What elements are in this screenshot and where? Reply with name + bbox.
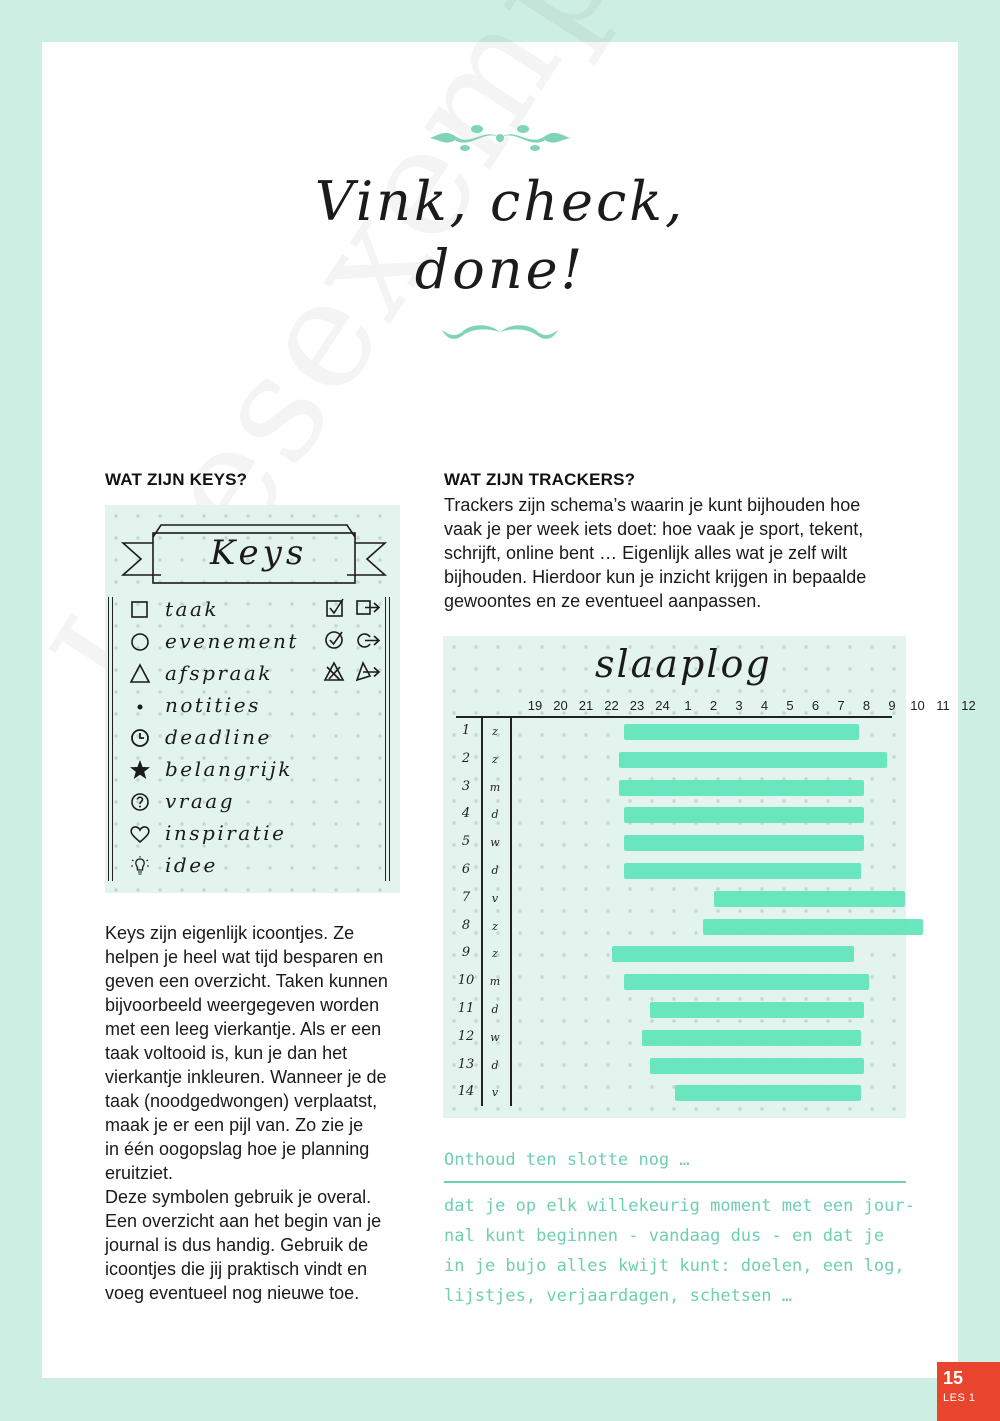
hour-label: 6 (811, 698, 820, 713)
row-day: w (490, 1030, 500, 1044)
row-number: 3 (461, 778, 471, 794)
tracker-col-line-1 (481, 716, 483, 1106)
dot-icon (129, 695, 151, 717)
keys-body-line: voeg eventueel nog nieuwe toe. (105, 1283, 360, 1303)
key-row-vraag (105, 789, 405, 819)
remember-body-line: dat je op elk willekeurig moment met een jour- (444, 1196, 915, 1216)
sleep-bar (624, 835, 864, 851)
row-day: v (491, 891, 499, 905)
key-label: taak (165, 597, 220, 621)
row-number: 5 (461, 834, 471, 850)
row-number: 2 (461, 750, 471, 766)
sleep-bar (624, 863, 861, 879)
keys-body-line: Deze symbolen gebruik je overal. (105, 1187, 372, 1207)
keys-body-line: taak voltooid is, kun je dan het (105, 1043, 348, 1063)
row-day: d (491, 808, 499, 822)
key-label: notities (165, 693, 261, 717)
hour-label: 9 (888, 698, 896, 713)
keys-body-line: maak je er een pijl van. Zo zie je (105, 1115, 364, 1135)
hour-label: 21 (578, 698, 594, 713)
key-row-deadline (105, 725, 405, 755)
sleep-bar (675, 1085, 861, 1101)
sleep-bar (650, 1058, 864, 1074)
row-number: 9 (461, 945, 471, 961)
top-ornament-icon (425, 118, 575, 158)
keys-body-line: journal is dus handig. Gebruik de (105, 1235, 369, 1255)
hour-label: 19 (527, 698, 543, 713)
page-title-line1: Vink, check, (314, 170, 686, 233)
trackers-body-line: gewoontes en ze eventueel aanpassen. (444, 591, 762, 611)
key-label: vraag (165, 789, 236, 813)
remember-divider (444, 1181, 906, 1183)
keys-body-line: met een leeg vierkantje. Als er een (105, 1019, 382, 1039)
sleep-bar (714, 891, 905, 907)
task-variants-icon (323, 597, 381, 693)
hour-label: 3 (735, 698, 743, 713)
sleep-bar (624, 807, 864, 823)
key-label: deadline (165, 725, 272, 749)
row-day: d (491, 1058, 499, 1072)
remember-body-line: lijstjes, verjaardagen, schetsen … (444, 1286, 792, 1306)
page-number-tab (937, 1362, 1000, 1421)
hour-label: 23 (629, 698, 645, 713)
row-number: 10 (457, 973, 475, 989)
row-day: w (490, 836, 500, 850)
hour-label: 5 (786, 698, 794, 713)
row-number: 12 (457, 1028, 475, 1044)
lightbulb-icon (129, 855, 151, 877)
hour-label: 10 (910, 698, 925, 713)
keys-body-line: taak (noodgedwongen) verplaatst, (105, 1091, 378, 1111)
page-title-line2: done! (414, 238, 586, 301)
hour-label: 24 (655, 698, 670, 713)
sleep-tracker-title: slaaplog (595, 642, 772, 686)
key-label: afspraak (165, 661, 273, 685)
keys-body-line: helpen je heel wat tijd besparen en (105, 947, 384, 967)
row-day: z (492, 947, 498, 961)
heart-icon (129, 823, 151, 845)
row-day: z (492, 919, 498, 933)
row-day: m (489, 780, 501, 794)
lesson-label: LES 1 (943, 1392, 976, 1404)
hour-label: 22 (604, 698, 619, 713)
trackers-body-line: bijhouden. Hierdoor kun je inzicht krijgen in bepaalde (444, 567, 867, 587)
square-icon (129, 599, 151, 621)
hour-label: 12 (961, 698, 976, 713)
remember-heading: Onthoud ten slotte nog … (444, 1150, 690, 1170)
trackers-heading: WAT ZIJN TRACKERS? (444, 470, 636, 489)
tracker-col-line-2 (510, 716, 512, 1106)
row-number: 1 (461, 723, 471, 738)
keys-body-line: Een overzicht aan het begin van je (105, 1211, 382, 1231)
hour-label: 4 (760, 698, 769, 713)
row-number: 13 (457, 1056, 475, 1072)
sleep-bar (650, 1002, 864, 1018)
hour-label: 2 (709, 698, 718, 713)
keys-body-line: geven een overzicht. Taken kunnen (105, 971, 388, 991)
sleep-bar (703, 919, 922, 935)
sleep-bar (624, 724, 859, 740)
keys-heading: WAT ZIJN KEYS? (105, 470, 248, 489)
remember-body-line: in je bujo alles kwijt kunt: doelen, een log, (444, 1256, 905, 1276)
keys-panel (105, 505, 400, 893)
row-number: 8 (461, 917, 471, 933)
keys-body-line: eruitziet. (105, 1163, 174, 1183)
sleep-bar (619, 780, 864, 796)
clock-icon (129, 727, 151, 749)
keys-body-line: bijvoorbeeld weergegeven worden (105, 995, 380, 1015)
keys-body-line: Keys zijn eigenlijk icoontjes. Ze (105, 923, 355, 943)
hour-label: 11 (936, 698, 950, 713)
row-day: z (492, 725, 498, 738)
tracker-header-line (456, 716, 892, 718)
keys-body-line: icoontjes die jij praktisch vindt en (105, 1259, 368, 1279)
trackers-body-line: vaak je per week iets doet: hoe vaak je sport, tekent, (444, 519, 864, 539)
keys-body-line: vierkantje inkleuren. Wanneer je de (105, 1067, 387, 1087)
row-day: d (491, 1003, 499, 1016)
key-label: inspiratie (165, 821, 287, 845)
key-label: evenement (165, 629, 299, 653)
row-day: d (491, 864, 499, 877)
row-number: 11 (457, 1001, 475, 1016)
hour-label: 1 (684, 698, 692, 713)
page-number: 15 (943, 1368, 964, 1388)
bottom-ornament-icon (440, 320, 560, 344)
remember-body-line: nal kunt beginnen - vandaag dus - en dat je (444, 1226, 885, 1246)
key-row-notities (105, 693, 405, 723)
row-number: 6 (461, 862, 471, 877)
sleep-bar (612, 946, 854, 962)
row-number: 14 (457, 1084, 475, 1100)
row-day: v (491, 1086, 499, 1100)
key-row-idee (105, 853, 405, 883)
trackers-body-line: schrijft, online bent … Eigenlijk alles wat je zelf wilt (444, 543, 848, 563)
circle-icon (129, 631, 151, 653)
star-icon (129, 759, 151, 781)
row-day: m (489, 975, 501, 989)
hour-label: 8 (862, 698, 871, 713)
hour-label: 20 (553, 698, 568, 713)
keys-banner-title: Keys (210, 533, 308, 573)
key-label: idee (165, 853, 218, 877)
sleep-bar (624, 974, 869, 990)
row-number: 7 (461, 889, 471, 905)
sleep-bar (619, 752, 887, 768)
trackers-body-line: Trackers zijn schema’s waarin je kunt bijhouden hoe (444, 495, 861, 515)
key-label: belangrijk (165, 757, 293, 781)
sleep-bar (642, 1030, 861, 1046)
hour-label: 7 (837, 698, 845, 713)
triangle-icon (129, 663, 151, 685)
row-number: 4 (461, 806, 471, 822)
question-icon (129, 791, 151, 813)
keys-body-line: in één oogopslag hoe je planning (105, 1139, 370, 1159)
key-row-inspiratie (105, 821, 405, 851)
row-day: z (492, 752, 498, 766)
key-row-belangrijk (105, 757, 405, 787)
